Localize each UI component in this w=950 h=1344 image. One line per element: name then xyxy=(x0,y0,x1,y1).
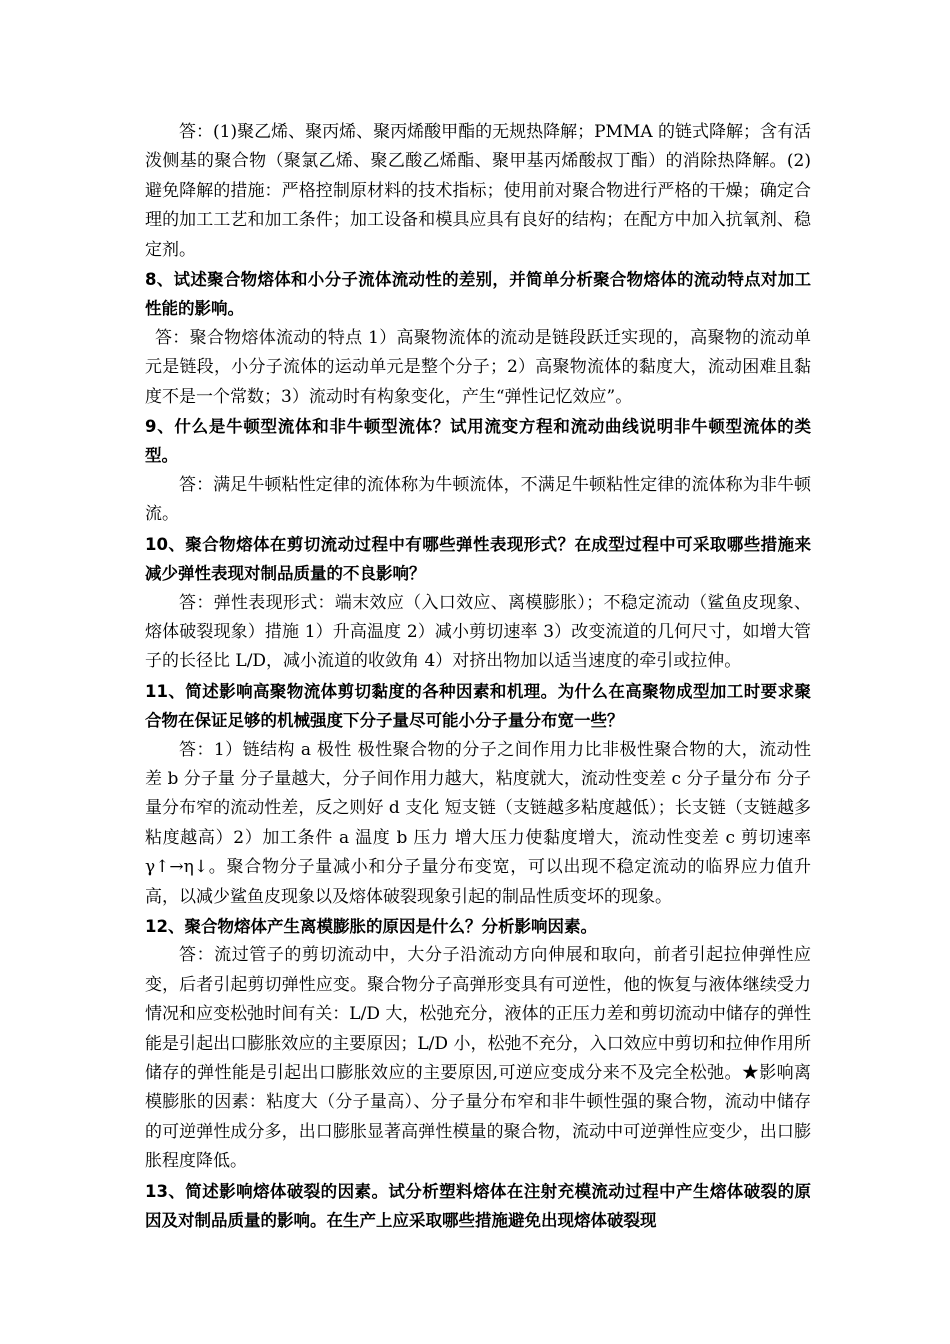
question-13: 13、简述影响熔体破裂的因素。试分析塑料熔体在注射充模流动过程中产生熔体破裂的原因及对制品质量的影响。在生产上应采取哪些措施避免出现熔体破裂现 xyxy=(145,1181,811,1231)
question-12: 12、聚合物熔体产生离模膨胀的原因是什么？分析影响因素。 xyxy=(145,916,597,936)
question-10: 10、聚合物熔体在剪切流动过程中有哪些弹性表现形式？在成型过程中可采取哪些措施来减少弹性表现对制品质量的不良影响？ xyxy=(145,534,811,584)
document-page xyxy=(145,118,811,1235)
answer-9: 答：满足牛顿粘性定律的流体称为牛顿流体，不满足牛顿粘性定律的流体称为非牛顿流。 xyxy=(145,474,811,525)
answer-12: 答：流过管子的剪切流动中，大分子沿流动方向伸展和取向，前者引起拉伸弹性应变，后者引起剪切弹性应变。聚合物分子高弹形变具有可逆性，他的恢复与液体继续受力情况和应变松弛时间有关：L/D 大，松弛充分，液体的正压力差和剪切流动中储存的弹性能是引起出口膨胀效应的主要原因；L/D 小，松弛不充分，入口效应中剪切和拉伸作用所储存的弹性能是引起出口膨胀效应的主要原因,可逆应变成分来不及完全松弛。★影响离模膨胀的因素：粘度大（分子量高）、分子量分布窄和非牛顿性强的聚合物，流动中储存的可逆弹性成分多，出口膨胀显著高弹性模量的聚合物，流动中可逆弹性应变少，出口膨胀程度降低。 xyxy=(145,945,811,1172)
answer-7: 答：(1)聚乙烯、聚丙烯、聚丙烯酸甲酯的无规热降解；PMMA 的链式降解；含有活泼侧基的聚合物（聚氯乙烯、聚乙酸乙烯酯、聚甲基丙烯酸叔丁酯）的消除热降解。(2)避免降解的措施：严格控制原材料的技术指标；使用前对聚合物进行严格的干燥；确定合理的加工工艺和加工条件；加工设备和模具应具有良好的结构；在配方中加入抗氧剂、稳定剂。 xyxy=(145,122,812,260)
question-11: 11、简述影响高聚物流体剪切黏度的各种因素和机理。为什么在高聚物成型加工时要求聚合物在保证足够的机械强度下分子量尽可能小分子量分布宽一些？ xyxy=(145,681,811,731)
question-8: 8、试述聚合物熔体和小分子流体流动性的差别，并简单分析聚合物熔体的流动特点对加工性能的影响。 xyxy=(145,270,811,319)
question-9: 9、什么是牛顿型流体和非牛顿型流体？试用流变方程和流动曲线说明非牛顿型流体的类型。 xyxy=(145,417,811,466)
answer-11: 答：1）链结构 a 极性 极性聚合物的分子之间作用力比非极性聚合物的大，流动性差 b 分子量 分子量越大，分子间作用力越大，粘度就大，流动性变差 c 分子量分布 分子量分布窄的流动性差，反之则好 d 支化 短支链（支链越多粘度越低）；长支链（支链越多粘度越高）2）加工条件 a 温度 b 压力 增大压力使黏度增大，流动性变差 c 剪切速率 γ↑→η↓。聚合物分子量减小和分子量分布变宽，可以出现不稳定流动的临界应力值升高，以减少鲨鱼皮现象以及熔体破裂现象引起的制品性质变坏的现象。 xyxy=(145,739,811,907)
answer-10: 答：弹性表现形式：端末效应（入口效应、离模膨胀）；不稳定流动（鲨鱼皮现象、熔体破裂现象）措施 1）升高温度 2）减小剪切速率 3）改变流道的几何尺寸，如增大管子的长径比 L/D，减小流道的收敛角 4）对挤出物加以适当速度的牵引或拉伸。 xyxy=(145,592,811,672)
answer-8: 答：聚合物熔体流动的特点 1）高聚物流体的流动是链段跃迁实现的，高聚物的流动单元是链段，小分子流体的运动单元是整个分子；2）高聚物流体的黏度大，流动困难且黏度不是一个常数；3）流动时有构象变化，产生“弹性记忆效应”。 xyxy=(145,327,811,407)
